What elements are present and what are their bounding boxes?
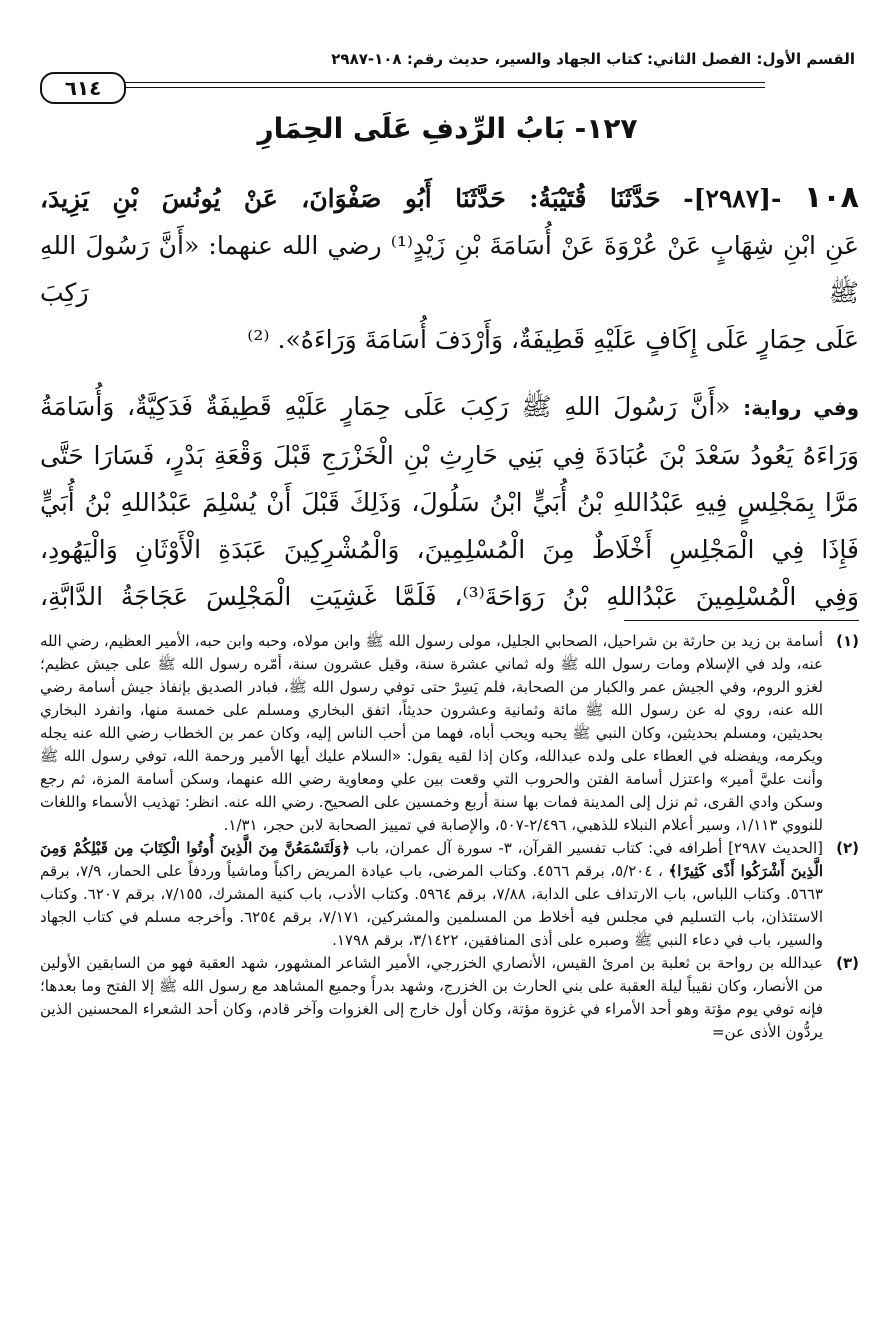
footnote-number: (٢) [836, 839, 859, 857]
hadith-line-2: عَنِ ابْنِ شِهَابٍ عَنْ عُرْوَةَ عَنْ أُسَامَةَ بْنِ زَيْدٍ⁽¹⁾ رضي الله عنهما: «أَنَّ رَسُولَ اللهِ ﷺ رَكِبَ [40, 231, 860, 307]
hadith-line-5: وَرَاءَهُ يَعُودُ سَعْدَ بْنَ عُبَادَةَ فِي بَنِي حَارِثِ بْنِ الْخَزْرَجِ قَبْلَ وَقْعَةِ بَدْرٍ، فَسَارَا حَتَّى [40, 441, 859, 470]
hadith-line-4 [40, 383, 859, 432]
running-title: القسم الأول: الفصل الثاني: كتاب الجهاد والسير، حديث رقم: ١٠٨-٢٩٨٧ [331, 50, 855, 68]
footnote-number: (١) [836, 632, 859, 650]
footnotes [40, 630, 859, 1044]
page-number: ٦١٤ [40, 72, 126, 104]
hadith-line-8: وَفِي الْمُسْلِمِينَ عَبْدُاللهِ بْنُ رَوَاحَةَ⁽³⁾، فَلَمَّا غَشِيَتِ الْمَجْلِسَ عَجَاجَةُ الدَّابَّةِ، [40, 582, 859, 611]
footnote-2 [40, 837, 859, 952]
chapter-title: ١٢٧- بَابُ الرِّدفِ عَلَى الحِمَارِ [257, 112, 638, 145]
hadith-line-3: عَلَى حِمَارٍ عَلَى إِكَافٍ عَلَيْهِ قَطِيفَةٌ، وَأَرْدَفَ أُسَامَةَ وَرَاءَهُ». ⁽²⁾ [247, 325, 859, 354]
footnote-text: عبدالله بن رواحة بن ثعلبة بن امرئ القيس، الأنصاري الخزرجي، الأمير الشاعر المشهور، شهد العقبة فهو من السابقين الأولين من الأنصار، وكان نقيباً ليلة العقبة على بني الحارث بن الخزرج، وشهد بدراً وجميع المشاهد مع رسول الله ﷺ إلا الفتح وما بعدها؛ فإنه توفي يوم مؤتة وهو أحد الأمراء في غزوة مؤتة، وكان أول خارج إلى الغزوات وآخر قادم، وكان أحد الشعراء المحسنين الذين يردُّون الأذى عن= [40, 954, 823, 1041]
footnote-1 [40, 630, 859, 837]
hadith-line-6: مَرَّا بِمَجْلِسٍ فِيهِ عَبْدُاللهِ بْنُ أُبَيٍّ ابْنُ سَلُولَ، وَذَلِكَ قَبْلَ أَنْ يُسْلِمَ عَبْدُاللهِ بْنُ أُبَيٍّ [40, 488, 859, 517]
hadith-line-4-text: «أَنَّ رَسُولَ اللهِ ﷺ رَكِبَ عَلَى حِمَارٍ عَلَيْهِ قَطِيفَةٌ فَدَكِيَّةٌ، وَأُسَامَةُ [40, 392, 731, 421]
footnote-text: أسامة بن زيد بن حارثة بن شراحيل، الصحابي الجليل، مولى رسول الله ﷺ وابن مولاه، وحبه وابن حبه، الأمير العظيم، رضي الله عنه، ولد في الإسلام ومات رسول الله ﷺ وله ثماني عشرة سنة، وقيل عشرون سنة، أمّره رسول الله ﷺ على جيش عظيم؛ لغزو الروم، وفي الجيش عمر والكبار من الصحابة، فلم يَسِرْ حتى توفي رسول الله ﷺ، فبادر الصديق بإنفاذ جيش أسامة رضي الله عنه، روي له عن رسول الله ﷺ مائة وثمانية وعشرون حديثاً، اتفق البخاري ومسلم على خمسة منها، وانفرد البخاري بحديثين، ومسلم بحديثين، وكان النبي ﷺ يحبه ويحب أباه، فهما من أحب الناس إليه، وكان عمر بن الخطاب رضي الله عنه يجله ويكرمه، ويفضله في العطاء على ولده عبدالله، وكان إذا لقيه يقول: «السلام عليك أيها الأمير ورحمة الله، توفي رسول الله ﷺ وأنت عليَّ أمير» واعتزل أسامة الفتن والحروب التي وقعت بين علي ومعاوية رضي الله عنهما، وسكن أسامة المزة، ثم رجع وسكن وادي القرى، ثم نزل إلى المدينة فمات بها سنة أربع وخمسين على الصحيح. رضي الله عنه. انظر: تهذيب الأسماء واللغات للنووي ١/١١٣، وسير أعلام النبلاء للذهبي، ٢/٤٩٦-٥٠٧، والإصابة في تمييز الصحابة لابن حجر، ١/٣١. [40, 632, 823, 834]
footnote-text-after: ، ٥/٢٠٤، برقم ٤٥٦٦. وكتاب المرضى، باب عيادة المريض راكباً وماشياً وردفاً على الحمار، ٧/٩، برقم ٥٦٦٣. وكتاب اللباس، باب الارتداف على الدابة، ٧/٨٨، برقم ٥٩٦٤. وكتاب الأدب، باب كنية المشرك، ٧/١٥٥، برقم ٦٢٠٧. وكتاب الاستئذان، باب التسليم في مجلس فيه أخلاط من المسلمين والمشركين، ٧/١٧١، برقم ٦٢٥٤. وأخرجه مسلم في كتاب الجهاد والسير، باب في دعاء النبي ﷺ وصبره على أذى المنافقين، ٣/١٤٢٢، برقم ١٧٩٨. [40, 862, 823, 949]
running-header [70, 48, 855, 70]
hadith-ref: -[٢٩٨٧]- [683, 184, 782, 213]
hadith-line-1-text: حَدَّثَنَا قُتَيْبَةُ: حَدَّثَنَا أَبُو صَفْوَانَ، عَنْ يُونُسَ بْنِ يَزِيدَ، [40, 184, 661, 213]
footnote-separator [624, 620, 859, 621]
footnote-text [40, 837, 823, 952]
hadith-text [40, 174, 859, 620]
footnote-3 [40, 952, 859, 1044]
footnote-number: (٣) [836, 954, 859, 972]
hadith-line-1 [40, 174, 859, 222]
header-rule-top [70, 82, 765, 83]
hadith-line-7: فَإِذَا فِي الْمَجْلِسِ أَخْلَاطٌ مِنَ الْمُسْلِمِينَ، وَالْمُشْرِكِينَ عَبَدَةِ الْأَوْثَانِ وَالْيَهُودِ، [40, 535, 859, 564]
riwaya-label: وفي رواية: [743, 396, 859, 420]
hadith-number: ١٠٨ [804, 180, 859, 215]
header-rule-bottom [70, 87, 765, 88]
quran-verse: ﴿وَلَتَسْمَعُنَّ مِنَ الَّذِينَ أُوتُوا الْكِتَابَ مِن قَبْلِكُمْ وَمِنَ الَّذِينَ أَشْرَكُوا أَذًى كَثِيرًا﴾ [40, 839, 824, 880]
footnote-text-before: [الحديث ٢٩٨٧] أطرافه في: كتاب تفسير القرآن، ٣- سورة آل عمران، باب [355, 839, 824, 857]
